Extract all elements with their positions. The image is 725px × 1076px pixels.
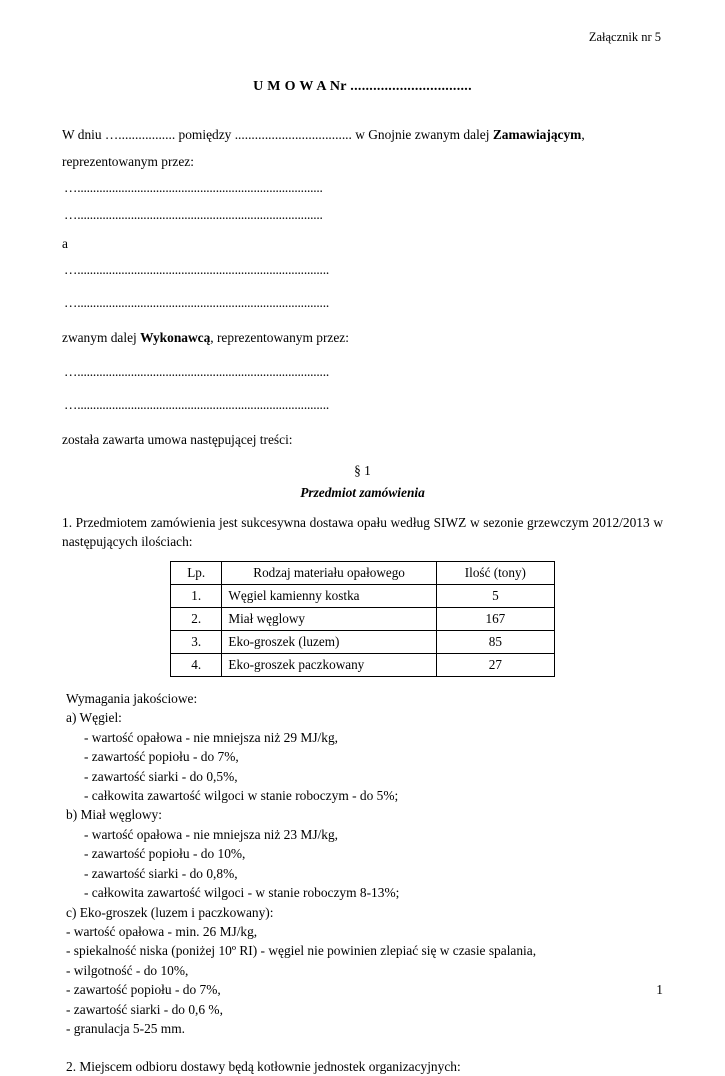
page-number: 1 — [656, 982, 663, 997]
contractor-suffix: , reprezentowanym przez: — [210, 329, 349, 345]
intro-line-1 — [62, 125, 663, 144]
requirements-c-item: - granulacja 5-25 mm. — [66, 1021, 185, 1037]
cell-quantity: 167 — [436, 607, 554, 630]
intro-represented-by: reprezentowanym przez: — [62, 154, 194, 170]
column-header-lp: Lp. — [171, 561, 222, 584]
separator-a: a — [62, 235, 68, 251]
requirements-a-item: - zawartość popiołu - do 7%, — [84, 749, 239, 765]
cell-lp: 1. — [171, 584, 222, 607]
point-2: 2. Miejscem odbioru dostawy będą kotłownie jednostek organizacyjnych: — [66, 1058, 461, 1074]
requirements-c-item: - zawartość popiołu - do 7%, — [66, 982, 221, 998]
requirements-b-label: b) Miał węglowy: — [66, 807, 162, 823]
requirements-c-item: - wartość opałowa - min. 26 MJ/kg, — [66, 924, 258, 939]
requirements-a-label: a) Węgiel: — [66, 710, 122, 726]
blank-line-5: …................................................................................ — [64, 363, 330, 379]
section-number: § 1 — [354, 462, 371, 478]
requirements-a-item: - zawartość siarki - do 0,5%, — [84, 768, 238, 784]
cell-lp: 2. — [171, 607, 222, 630]
requirements-a-item: - wartość opałowa - nie mniejsza niż 29 MJ/kg, — [84, 729, 338, 745]
requirements-c-label: c) Eko-groszek (luzem i paczkowany): — [66, 904, 274, 920]
requirements-a-item: - całkowita zawartość wilgoci w stanie roboczym - do 5%; — [84, 787, 399, 803]
table-row — [171, 653, 555, 676]
cell-lp: 4. — [171, 653, 222, 676]
requirements-b-item: - całkowita zawartość wilgoci - w stanie roboczym 8-13%; — [84, 885, 400, 901]
intro-line-1-text: W dniu …................. pomiędzy ................................... w Gnojnie zwanym dalej — [62, 127, 493, 142]
cell-lp: 3. — [171, 630, 222, 653]
blank-line-6: …................................................................................ — [64, 397, 330, 413]
cell-material: Węgiel kamienny kostka — [222, 584, 436, 607]
requirements-c-item: - spiekalność niska (poniżej 10º RI) - węgiel nie powinien zlepiać się w czasie spalania, — [66, 943, 537, 959]
section-title: Przedmiot zamówienia — [300, 484, 425, 500]
point-1: 1. Przedmiotem zamówienia jest sukcesywna dostawa opału według SIWZ w sezonie grzewczym 2012/2013 w następujących ilościach: — [62, 514, 663, 549]
table-header-row — [171, 561, 555, 584]
table-row — [171, 584, 555, 607]
requirements-b-item: - zawartość siarki - do 0,8%, — [84, 865, 238, 881]
cell-quantity: 27 — [436, 653, 554, 676]
blank-line-4: …................................................................................ — [64, 295, 330, 311]
cell-material: Eko-groszek paczkowany — [222, 653, 436, 676]
cell-quantity: 5 — [436, 584, 554, 607]
requirements-heading: Wymagania jakościowe: — [66, 690, 198, 706]
concluded-line: została zawarta umowa następującej treści: — [62, 431, 293, 447]
attachment-label: Załącznik nr 5 — [588, 30, 661, 44]
cell-material: Miał węglowy — [222, 607, 436, 630]
requirements-b-item: - wartość opałowa - nie mniejsza niż 23 MJ/kg, — [84, 826, 338, 842]
cell-quantity: 85 — [436, 630, 554, 653]
blank-line-3: …................................................................................ — [64, 261, 330, 277]
requirements-b-item: - zawartość popiołu - do 10%, — [84, 846, 246, 862]
blank-line-1: ….............................................................................. — [64, 180, 323, 196]
column-header-material: Rodzaj materiału opałowego — [222, 561, 436, 584]
zamawiajacy-bold: Zamawiającym — [492, 127, 582, 142]
column-header-quantity: Ilość (tony) — [436, 561, 554, 584]
contractor-line — [62, 328, 663, 347]
intro-line-1-tail: , — [581, 127, 585, 142]
contractor-prefix: zwanym dalej — [62, 329, 141, 345]
cell-material: Eko-groszek (luzem) — [222, 630, 436, 653]
requirements-c-item: - zawartość siarki - do 0,6 %, — [66, 1001, 223, 1017]
wykonawca-bold: Wykonawcą — [140, 329, 211, 345]
table-row — [171, 607, 555, 630]
table-row — [171, 630, 555, 653]
requirements-c-item: - wilgotność - do 10%, — [66, 962, 189, 978]
goods-table — [170, 561, 555, 677]
quality-requirements — [62, 689, 663, 1039]
document-title: U M O W A Nr ................................ — [253, 79, 472, 94]
blank-line-2: ….............................................................................. — [64, 207, 323, 223]
